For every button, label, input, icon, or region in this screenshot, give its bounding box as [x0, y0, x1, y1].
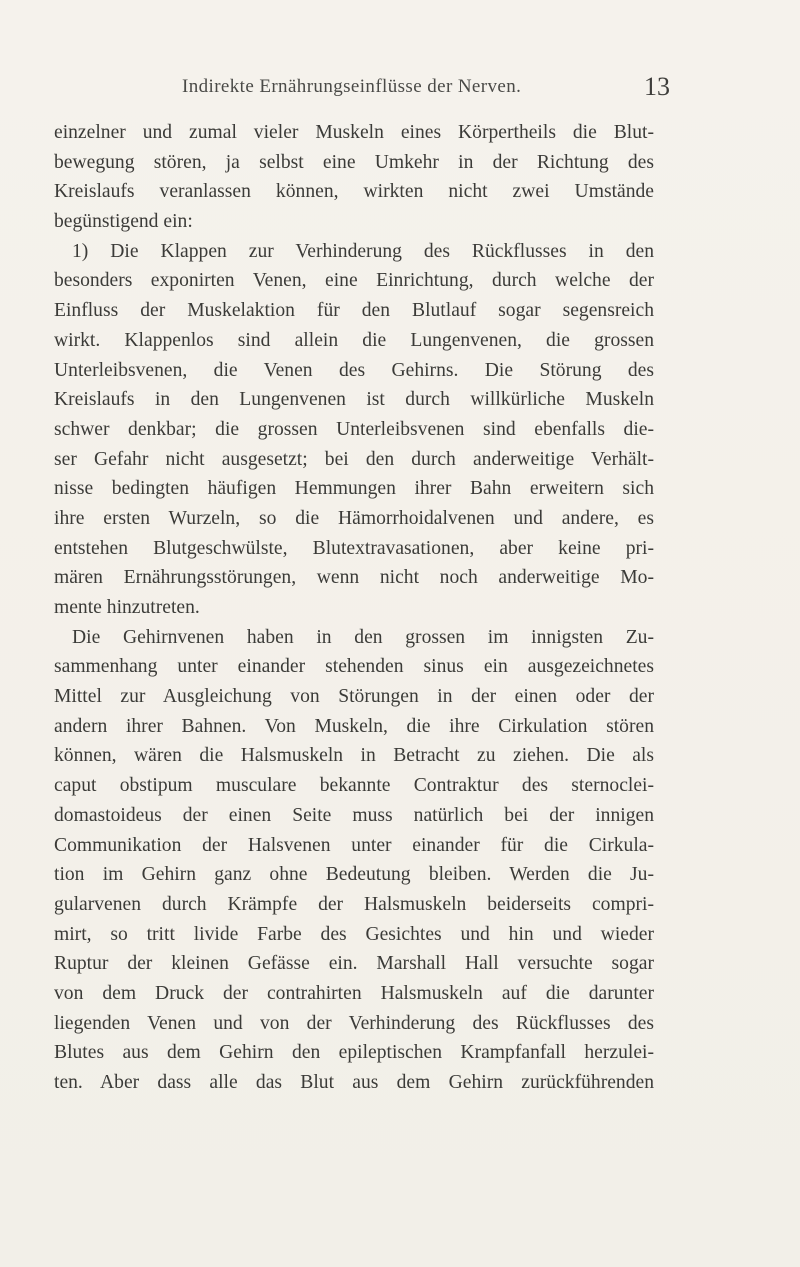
text-line: ser Gefahr nicht ausgesetzt; bei den durch anderweitige Verhält- [54, 448, 654, 470]
text-line: tion im Gehirn ganz ohne Bedeutung bleiben. Werden die Ju- [54, 864, 654, 886]
text-line: mären Ernährungsstörungen, wenn nicht noch anderweitige Mo- [54, 567, 654, 589]
text-line: Kreislaufs in den Lungenvenen ist durch willkürliche Muskeln [54, 389, 654, 411]
text-line: ten. Aber dass alle das Blut aus dem Gehirn zurückführenden [54, 1072, 654, 1093]
text-line: begünstigend ein: [54, 211, 193, 233]
text-line: von dem Druck der contrahirten Halsmuskeln auf die darunter [54, 982, 654, 1004]
text-line: einzelner und zumal vieler Muskeln eines Körpertheils die Blut- [54, 122, 654, 143]
running-title: Indirekte Ernährungseinflüsse der Nerven. [182, 76, 522, 97]
text-line: mente hinzutreten. [54, 597, 200, 618]
text-line: schwer denkbar; die grossen Unterleibsvenen sind ebenfalls die- [54, 418, 654, 440]
text-line: caput obstipum musculare bekannte Contraktur des sternoclei- [54, 775, 654, 797]
page-number: 13 [644, 72, 670, 101]
text-line: Mittel zur Ausgleichung von Störungen in der einen oder der [54, 686, 654, 708]
running-head [0, 72, 800, 106]
text-line: andern ihrer Bahnen. Von Muskeln, die ihre Cirkulation stören [54, 715, 654, 737]
text-line: Einfluss der Muskelaktion für den Blutlauf sogar segensreich [54, 300, 654, 322]
text-line: entstehen Blutgeschwülste, Blutextravasationen, aber keine pri- [54, 537, 654, 559]
text-line: nisse bedingten häufigen Hemmungen ihrer Bahn erweitern sich [54, 478, 654, 500]
text-line: Unterleibsvenen, die Venen des Gehirns. Die Störung des [54, 359, 654, 381]
text-line: Communikation der Halsvenen unter einander für die Cirkula- [54, 834, 654, 856]
text-line: Ruptur der kleinen Gefässe ein. Marshall Hall versuchte sogar [54, 953, 654, 975]
text-line: können, wären die Halsmuskeln in Betracht zu ziehen. Die als [54, 745, 654, 767]
text-line: bewegung stören, ja selbst eine Umkehr in der Richtung des [54, 151, 654, 173]
text-line: domastoideus der einen Seite muss natürlich bei der innigen [54, 804, 654, 826]
text-line: wirkt. Klappenlos sind allein die Lungenvenen, die grossen [54, 329, 654, 351]
text-line: ihre ersten Wurzeln, so die Hämorrhoidalvenen und andere, es [54, 507, 654, 529]
text-line: besonders exponirten Venen, eine Einrichtung, durch welche der [54, 270, 654, 292]
text-line: liegenden Venen und von der Verhinderung des Rückflusses des [54, 1012, 654, 1034]
text-line: 1) Die Klappen zur Verhinderung des Rückflusses in den [72, 240, 654, 262]
text-line: sammenhang unter einander stehenden sinus ein ausgezeichnetes [54, 656, 654, 678]
body-text [54, 118, 654, 1098]
text-line: gularvenen durch Krämpfe der Halsmuskeln beiderseits compri- [54, 893, 654, 915]
text-line: Blutes aus dem Gehirn den epileptischen Krampfanfall herzulei- [54, 1042, 654, 1064]
text-line: Die Gehirnvenen haben in den grossen im innigsten Zu- [72, 626, 654, 648]
text-line: mirt, so tritt livide Farbe des Gesichtes und hin und wieder [54, 923, 654, 945]
text-line: Kreislaufs veranlassen können, wirkten nicht zwei Umstände [54, 181, 654, 203]
